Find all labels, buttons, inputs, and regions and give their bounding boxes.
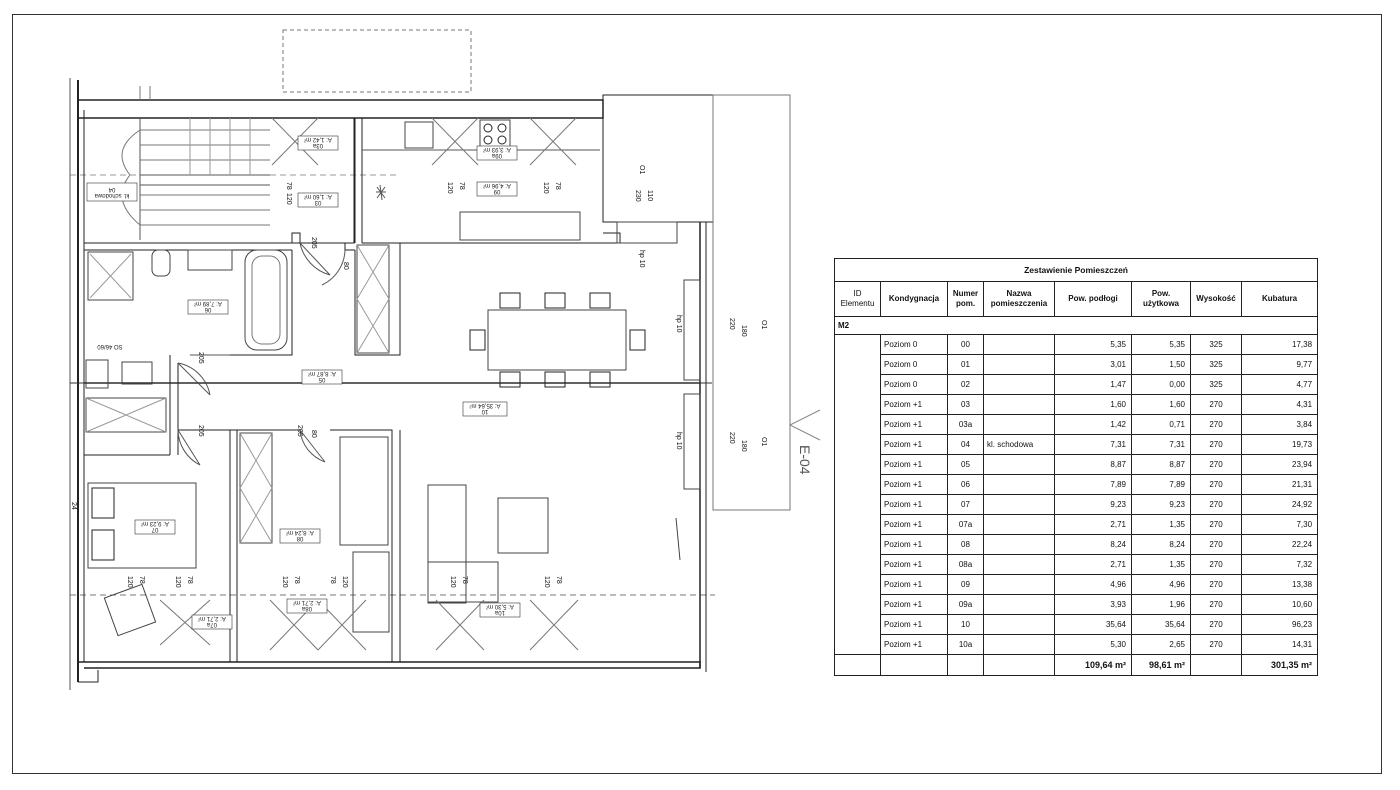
room-label-10a: [480, 603, 520, 617]
kubatura-cell: 3,84: [1242, 415, 1318, 435]
total-empty-cell: [881, 655, 948, 676]
kubatura-cell: 22,24: [1242, 535, 1318, 555]
hp-10: hp 10: [675, 315, 682, 333]
dim-230: 230: [634, 190, 641, 202]
dim-205: 205: [296, 425, 303, 437]
room-number: 06: [204, 306, 212, 312]
total-kubatura: 301,35 m²: [1242, 655, 1318, 676]
dim-205: 205: [310, 237, 317, 249]
numer-cell: 05: [948, 455, 984, 475]
kubatura-cell: 19,73: [1242, 435, 1318, 455]
dim-78: 78: [461, 576, 468, 584]
elevation-marker: E-04: [797, 445, 813, 475]
room-number: 03a: [312, 142, 324, 148]
room-area: A: 3,93 m²: [483, 146, 511, 152]
pow-podlogi-cell: 7,89: [1055, 475, 1132, 495]
wysokosc-cell: 270: [1191, 635, 1242, 655]
table-row: [835, 435, 1318, 455]
kubatura-cell: 4,31: [1242, 395, 1318, 415]
schedule-rows: [835, 335, 1318, 655]
id-cell: [835, 455, 881, 475]
pow-uzytkowa-cell: 1,35: [1132, 515, 1191, 535]
total-id-cell: [835, 655, 881, 676]
nazwa-cell: kl. schodowa: [984, 435, 1055, 455]
kubatura-cell: 13,38: [1242, 575, 1318, 595]
kondygnacja-cell: Poziom +1: [881, 415, 948, 435]
kubatura-cell: 23,94: [1242, 455, 1318, 475]
numer-cell: 03a: [948, 415, 984, 435]
id-cell: [835, 475, 881, 495]
pow-uzytkowa-cell: 8,24: [1132, 535, 1191, 555]
dim-120: 120: [449, 576, 456, 588]
dim-120: 120: [281, 576, 288, 588]
nazwa-cell: [984, 395, 1055, 415]
wysokosc-cell: 270: [1191, 395, 1242, 415]
kondygnacja-cell: Poziom +1: [881, 495, 948, 515]
wysokosc-cell: 325: [1191, 335, 1242, 355]
dim-24: 24: [70, 502, 77, 510]
dim-205: 205: [197, 352, 204, 364]
pow-podlogi-cell: 1,60: [1055, 395, 1132, 415]
col-header-pow-podlogi: Pow. podłogi: [1055, 282, 1132, 317]
total-empty-cell: [984, 655, 1055, 676]
wysokosc-cell: 270: [1191, 535, 1242, 555]
dim-80: 80: [310, 430, 317, 438]
nazwa-cell: [984, 555, 1055, 575]
nazwa-cell: [984, 375, 1055, 395]
pow-uzytkowa-cell: 1,50: [1132, 355, 1191, 375]
wysokosc-cell: 270: [1191, 595, 1242, 615]
kondygnacja-cell: Poziom +1: [881, 615, 948, 635]
kondygnacja-cell: Poziom +1: [881, 595, 948, 615]
hp-10: hp 10: [675, 432, 682, 450]
dim-220: 220: [728, 318, 735, 330]
table-row: [835, 635, 1318, 655]
nazwa-cell: [984, 575, 1055, 595]
id-cell: [835, 355, 881, 375]
pow-podlogi-cell: 4,96: [1055, 575, 1132, 595]
pow-podlogi-cell: 35,64: [1055, 615, 1132, 635]
wysokosc-cell: 270: [1191, 435, 1242, 455]
nazwa-cell: [984, 595, 1055, 615]
wysokosc-cell: 270: [1191, 415, 1242, 435]
room-schedule-table: [834, 258, 1318, 676]
dim-120: 120: [126, 576, 133, 588]
pow-podlogi-cell: 9,23: [1055, 495, 1132, 515]
dim-78: 78: [329, 576, 336, 584]
pow-podlogi-cell: 3,93: [1055, 595, 1132, 615]
kubatura-cell: 7,30: [1242, 515, 1318, 535]
kondygnacja-cell: Poziom +1: [881, 475, 948, 495]
room-label-04: [87, 183, 137, 201]
kondygnacja-cell: Poziom +1: [881, 575, 948, 595]
pow-uzytkowa-cell: 35,64: [1132, 615, 1191, 635]
dim-78: 78: [138, 576, 145, 584]
numer-cell: 07: [948, 495, 984, 515]
room-area: A: 5,30 m²: [486, 603, 514, 609]
col-header-numer: Numer pom.: [948, 282, 984, 317]
table-row: [835, 335, 1318, 355]
room-area: A: 7,89 m²: [194, 300, 222, 306]
kondygnacja-cell: Poziom 0: [881, 335, 948, 355]
pow-uzytkowa-cell: 4,96: [1132, 575, 1191, 595]
pow-uzytkowa-cell: 8,87: [1132, 455, 1191, 475]
room-number: 04: [108, 186, 116, 192]
room-label-03a: [298, 136, 338, 150]
nazwa-cell: [984, 415, 1055, 435]
room-area: A: 4,96 m²: [483, 182, 511, 188]
pow-podlogi-cell: 1,47: [1055, 375, 1132, 395]
nazwa-cell: [984, 635, 1055, 655]
group-label: M2: [835, 317, 1318, 335]
pow-podlogi-cell: 5,35: [1055, 335, 1132, 355]
section-o1: O1: [638, 165, 645, 175]
dim-120: 120: [341, 576, 348, 588]
kondygnacja-cell: Poziom +1: [881, 435, 948, 455]
numer-cell: 03: [948, 395, 984, 415]
room-area: A: 1,42 m²: [304, 136, 332, 142]
total-pow-uzytkowa: 98,61 m²: [1132, 655, 1191, 676]
wysokosc-cell: 270: [1191, 475, 1242, 495]
wysokosc-cell: 270: [1191, 455, 1242, 475]
table-row: [835, 455, 1318, 475]
col-header-kondygnacja: Kondygnacja: [881, 282, 948, 317]
numer-cell: 08a: [948, 555, 984, 575]
room-label-09: [477, 182, 517, 196]
room-area: A: 35,64 m²: [469, 402, 501, 408]
pow-uzytkowa-cell: 9,23: [1132, 495, 1191, 515]
kondygnacja-cell: Poziom +1: [881, 535, 948, 555]
pow-podlogi-cell: 8,24: [1055, 535, 1132, 555]
col-header-wysokosc: Wysokość: [1191, 282, 1242, 317]
id-cell: [835, 635, 881, 655]
table-row: [835, 415, 1318, 435]
dim-120: 120: [543, 576, 550, 588]
room-name: kl. schodowa: [94, 192, 130, 198]
section-o1: O1: [760, 437, 767, 447]
table-row: [835, 375, 1318, 395]
pow-podlogi-cell: 1,42: [1055, 415, 1132, 435]
col-header-pow-uzytkowa: Pow. użytkowa: [1132, 282, 1191, 317]
table-row: [835, 555, 1318, 575]
id-cell: [835, 595, 881, 615]
room-label-08a: [287, 599, 327, 613]
col-header-kubatura: Kubatura: [1242, 282, 1318, 317]
table-row: [835, 475, 1318, 495]
id-cell: [835, 395, 881, 415]
total-empty-cell: [948, 655, 984, 676]
table-row: [835, 595, 1318, 615]
kubatura-cell: 96,23: [1242, 615, 1318, 635]
pow-uzytkowa-cell: 7,89: [1132, 475, 1191, 495]
numer-cell: 08: [948, 535, 984, 555]
table-row: [835, 515, 1318, 535]
numer-cell: 00: [948, 335, 984, 355]
numer-cell: 02: [948, 375, 984, 395]
room-label-09a: [477, 146, 517, 160]
nazwa-cell: [984, 495, 1055, 515]
numer-cell: 07a: [948, 515, 984, 535]
hp-10: hp 10: [638, 250, 645, 268]
room-number: 10: [481, 408, 489, 414]
pow-podlogi-cell: 2,71: [1055, 515, 1132, 535]
id-cell: [835, 575, 881, 595]
kondygnacja-cell: Poziom 0: [881, 375, 948, 395]
kubatura-cell: 24,92: [1242, 495, 1318, 515]
kubatura-cell: 10,60: [1242, 595, 1318, 615]
room-number: 08: [296, 535, 304, 541]
wysokosc-cell: 270: [1191, 575, 1242, 595]
room-label-06: [188, 300, 228, 314]
nazwa-cell: [984, 615, 1055, 635]
col-header-id: ID Elementu: [835, 282, 881, 317]
dim-120: 120: [285, 193, 292, 205]
pow-podlogi-cell: 2,71: [1055, 555, 1132, 575]
pow-podlogi-cell: 8,87: [1055, 455, 1132, 475]
dim-78: 78: [458, 182, 465, 190]
id-cell: [835, 335, 881, 355]
total-empty-cell: [1191, 655, 1242, 676]
kubatura-cell: 9,77: [1242, 355, 1318, 375]
wysokosc-cell: 325: [1191, 355, 1242, 375]
room-number: 03: [314, 199, 322, 205]
dim-78: 78: [554, 182, 561, 190]
pow-podlogi-cell: 5,30: [1055, 635, 1132, 655]
kubatura-cell: 4,77: [1242, 375, 1318, 395]
wysokosc-cell: 325: [1191, 375, 1242, 395]
wysokosc-cell: 270: [1191, 555, 1242, 575]
id-cell: [835, 515, 881, 535]
nazwa-cell: [984, 475, 1055, 495]
table-row: [835, 615, 1318, 635]
table-row: [835, 575, 1318, 595]
room-label-08: [280, 529, 320, 543]
kubatura-cell: 21,31: [1242, 475, 1318, 495]
id-cell: [835, 535, 881, 555]
schedule-title: Zestawienie Pomieszczeń: [835, 259, 1318, 282]
pow-uzytkowa-cell: 1,35: [1132, 555, 1191, 575]
room-area: A: 8,87 m²: [308, 370, 336, 376]
room-number: 10a: [494, 609, 506, 615]
room-label-07: [135, 520, 175, 534]
pow-uzytkowa-cell: 7,31: [1132, 435, 1191, 455]
room-area: A: 9,23 m²: [141, 520, 169, 526]
wysokosc-cell: 270: [1191, 515, 1242, 535]
id-cell: [835, 415, 881, 435]
pow-podlogi-cell: 3,01: [1055, 355, 1132, 375]
room-number: 09: [493, 188, 501, 194]
pow-uzytkowa-cell: 0,00: [1132, 375, 1191, 395]
dim-78: 78: [285, 182, 292, 190]
nazwa-cell: [984, 335, 1055, 355]
totals-row: [835, 655, 1318, 676]
dim-180: 180: [740, 325, 747, 337]
room-area: A: 2,71 m²: [198, 615, 226, 621]
room-area: A: 8,24 m²: [286, 529, 314, 535]
window-label: SO 46/60: [97, 343, 123, 349]
dim-110: 110: [646, 190, 653, 202]
pow-uzytkowa-cell: 1,96: [1132, 595, 1191, 615]
wysokosc-cell: 270: [1191, 615, 1242, 635]
pow-uzytkowa-cell: 0,71: [1132, 415, 1191, 435]
kondygnacja-cell: Poziom +1: [881, 455, 948, 475]
dim-78: 78: [186, 576, 193, 584]
kubatura-cell: 17,38: [1242, 335, 1318, 355]
room-area: A: 1,60 m²: [304, 193, 332, 199]
kondygnacja-cell: Poziom +1: [881, 395, 948, 415]
wysokosc-cell: 270: [1191, 495, 1242, 515]
dim-220: 220: [728, 432, 735, 444]
id-cell: [835, 615, 881, 635]
id-cell: [835, 555, 881, 575]
pow-podlogi-cell: 7,31: [1055, 435, 1132, 455]
kondygnacja-cell: Poziom +1: [881, 515, 948, 535]
room-label-05: [302, 370, 342, 384]
table-row: [835, 535, 1318, 555]
nazwa-cell: [984, 455, 1055, 475]
dim-80: 80: [342, 262, 349, 270]
dim-120: 120: [542, 182, 549, 194]
pow-uzytkowa-cell: 2,65: [1132, 635, 1191, 655]
room-number: 07a: [206, 621, 218, 627]
table-row: [835, 395, 1318, 415]
dim-78: 78: [293, 576, 300, 584]
dim-120: 120: [446, 182, 453, 194]
numer-cell: 01: [948, 355, 984, 375]
nazwa-cell: [984, 535, 1055, 555]
col-header-nazwa: Nazwa pomieszczenia: [984, 282, 1055, 317]
room-area: A: 2,71 m²: [293, 599, 321, 605]
table-row: [835, 355, 1318, 375]
kondygnacja-cell: Poziom +1: [881, 635, 948, 655]
kubatura-cell: 14,31: [1242, 635, 1318, 655]
id-cell: [835, 495, 881, 515]
room-number: 05: [318, 376, 326, 382]
nazwa-cell: [984, 515, 1055, 535]
numer-cell: 10a: [948, 635, 984, 655]
room-number: 07: [151, 526, 159, 532]
room-number: 08a: [301, 605, 313, 611]
room-label-03: [298, 193, 338, 207]
numer-cell: 09a: [948, 595, 984, 615]
kubatura-cell: 7,32: [1242, 555, 1318, 575]
id-cell: [835, 375, 881, 395]
dim-205: 205: [197, 425, 204, 437]
numer-cell: 06: [948, 475, 984, 495]
pow-uzytkowa-cell: 5,35: [1132, 335, 1191, 355]
id-cell: [835, 435, 881, 455]
room-number: 09a: [491, 152, 503, 158]
kondygnacja-cell: Poziom 0: [881, 355, 948, 375]
nazwa-cell: [984, 355, 1055, 375]
numer-cell: 09: [948, 575, 984, 595]
dim-180: 180: [740, 440, 747, 452]
numer-cell: 10: [948, 615, 984, 635]
table-row: [835, 495, 1318, 515]
section-o1: O1: [760, 320, 767, 330]
room-label-10: [463, 402, 507, 416]
total-pow-podlogi: 109,64 m²: [1055, 655, 1132, 676]
kondygnacja-cell: Poziom +1: [881, 555, 948, 575]
pow-uzytkowa-cell: 1,60: [1132, 395, 1191, 415]
dim-120: 120: [174, 576, 181, 588]
room-label-07a: [192, 615, 232, 629]
numer-cell: 04: [948, 435, 984, 455]
dim-78: 78: [555, 576, 562, 584]
